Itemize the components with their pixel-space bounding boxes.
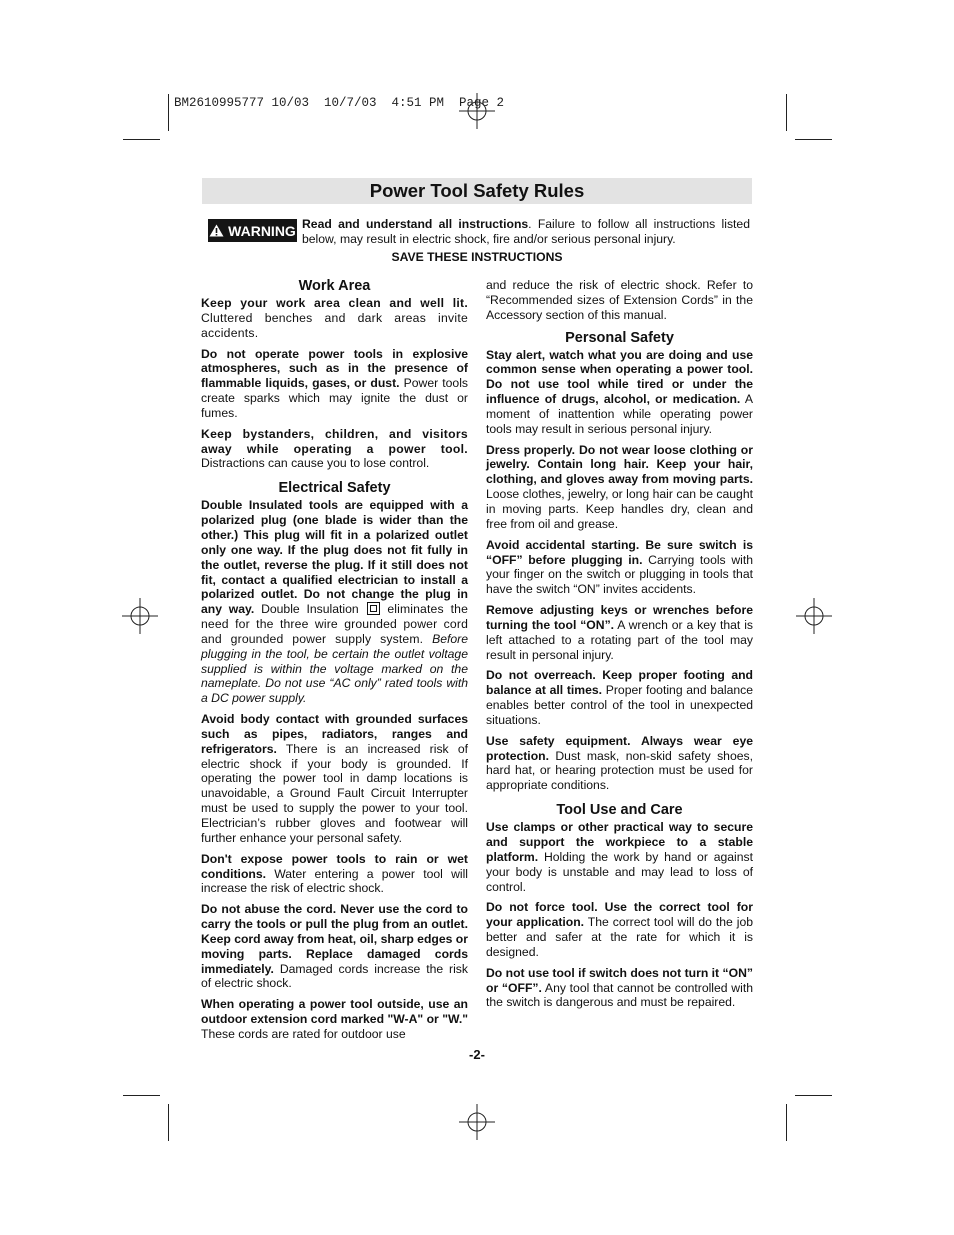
- paragraph: [486, 443, 753, 532]
- bold-lead: Do not overreach. Keep proper footing and balance at all times.: [486, 668, 753, 698]
- paragraph: [486, 668, 753, 727]
- section-heading-electrical-safety: Electrical Safety: [278, 480, 391, 497]
- bold-lead: Don't expose power tools to rain or wet conditions.: [201, 851, 468, 881]
- registration-mark-icon: [122, 598, 158, 634]
- bold-lead: Stay alert, watch what you are doing and use common sense when operating a power tool. Do not use tool while tired or under the influence of drugs, alcohol, or medication.: [486, 347, 753, 407]
- page-number: -2-: [469, 1047, 485, 1062]
- right-column: [486, 278, 753, 1016]
- registration-mark-icon: [796, 598, 832, 634]
- body-text: These cords are rated for outdoor use: [201, 1026, 406, 1041]
- body-text: Holding the work by hand or against your body is unstable and may lead to loss of control.: [486, 849, 753, 894]
- registration-mark-icon: [459, 1104, 495, 1140]
- body-text: Carrying tools with your finger on the switch or plugging in tools that have the switch “ON” invites accidents.: [486, 552, 753, 597]
- crop-mark: [786, 94, 787, 131]
- save-instructions: SAVE THESE INSTRUCTIONS: [391, 250, 563, 264]
- paragraph: [486, 966, 753, 1011]
- paragraph: [486, 734, 753, 793]
- bold-lead: Avoid accidental starting. Be sure switch is “OFF” before plugging in.: [486, 537, 753, 567]
- paragraph: [201, 852, 468, 897]
- warning-badge: [208, 219, 297, 242]
- body-text: Loose clothes, jewelry, or long hair can be caught in moving parts. Keep handles dry, clean and free from oil and grease.: [486, 487, 753, 531]
- body-text: Damaged cords increase the risk of electric shock.: [201, 961, 468, 991]
- paragraph: [201, 498, 468, 706]
- bold-lead: Do not force tool. Use the correct tool for your application.: [486, 900, 753, 930]
- bold-lead: Double Insulated tools are equipped with a polarized plug (one blade is wider than the other.) This plug will fit in a polarized outlet only one way. If the plug does not fit fully in the outlet, reverse the plug. If it still does not fit, contact a qualified electrician to install a polarized outlet. Do not change the plug in any way.: [201, 498, 468, 617]
- body-text: A moment of inattention while operating power tools may result in serious personal injury.: [486, 392, 753, 436]
- paragraph: [486, 820, 753, 894]
- body-text: eliminates the need for the three wire grounded power cord and grounded power supply system.: [201, 602, 469, 646]
- crop-mark: [168, 94, 169, 131]
- crop-mark: [795, 1095, 832, 1096]
- paragraph: [201, 296, 468, 341]
- left-column: [201, 278, 468, 1048]
- section-heading-tool-use-and-care: Tool Use and Care: [556, 802, 683, 819]
- body-text: Double Insulation: [254, 602, 366, 617]
- bold-lead: Do not use tool if switch does not turn it “ON” or “OFF”.: [486, 965, 753, 995]
- double-insulation-icon: [367, 602, 380, 615]
- bold-lead: When operating a power tool outside, use an outdoor extension cord marked "W-A" or "W.": [201, 997, 468, 1027]
- warning-rest: . Failure to follow all instructions listed below, may result in electric shock, fire and/or serious personal injury.: [302, 217, 750, 246]
- section-heading-personal-safety: Personal Safety: [565, 329, 674, 346]
- bold-lead: Use safety equipment. Always wear eye protection.: [486, 733, 753, 763]
- crop-mark: [795, 139, 832, 140]
- paragraph: [201, 997, 468, 1042]
- paragraph: [201, 902, 468, 991]
- crop-mark: [168, 1104, 169, 1141]
- crop-mark: [123, 1095, 160, 1096]
- warning-badge-label: WARNING: [228, 222, 296, 239]
- body-text: Power tools create sparks which may ignite the dust or fumes.: [201, 376, 468, 420]
- warning-triangle-icon: [209, 224, 224, 237]
- paragraph: [486, 348, 753, 437]
- paragraph: [486, 538, 753, 597]
- body-text: Dust mask, non-skid safety shoes, hard hat, or hearing protection must be used for appropriate conditions.: [486, 748, 753, 793]
- bold-lead: Use clamps or other practical way to secure and support the workpiece to a stable platform.: [486, 820, 753, 864]
- warning-text: [302, 217, 750, 246]
- registration-mark-icon: [459, 93, 495, 129]
- section-heading-work-area: Work Area: [298, 278, 371, 294]
- paragraph: [201, 712, 468, 846]
- bold-lead: Keep your work area clean and well lit.: [201, 296, 468, 310]
- page-title: [202, 178, 752, 204]
- body-text: Proper footing and balance enables better control of the tool in unexpected situations.: [486, 683, 753, 727]
- body-text: A wrench or a key that is left attached to a rotating part of the tool may result in personal injury.: [486, 617, 753, 662]
- bold-lead: Remove adjusting keys or wrenches before turning the tool “ON”.: [486, 603, 753, 632]
- italic-note: Before plugging in the tool, be certain the outlet voltage supplied is within the voltage marked on the nameplate. Do not use “AC only” rated tools with a DC power supply.: [201, 631, 468, 706]
- page-title-text: Power Tool Safety Rules: [369, 180, 585, 201]
- bold-lead: Avoid body contact with grounded surfaces such as pipes, radiators, ranges and refrigerators.: [201, 712, 468, 756]
- bold-lead: Keep bystanders, children, and visitors away while operating a power tool.: [201, 426, 468, 456]
- crop-mark: [123, 139, 160, 140]
- paragraph: [201, 427, 468, 472]
- printer-slug: BM2610995777 10/03 10/7/03 4:51 PM Page 2: [174, 96, 505, 110]
- body-text: The correct tool will do the job better and safer at the rate for which it is designed.: [486, 915, 754, 959]
- bold-lead: Dress properly. Do not wear loose clothing or jewelry. Contain long hair. Keep your hair, clothing, and gloves away from moving parts.: [486, 442, 753, 487]
- paragraph-continued: and reduce the risk of electric shock. Refer to “Recommended sizes of Extension Cords” in the Accessory section of this manual.: [486, 278, 753, 322]
- paragraph: [486, 603, 753, 662]
- body-text: Distractions can cause you to lose control.: [201, 456, 430, 471]
- body-text: Any tool that cannot be controlled with the switch is dangerous and must be repaired.: [486, 980, 753, 1010]
- body-text: Water entering a power tool will increase the risk of electric shock.: [201, 866, 468, 896]
- paragraph: [201, 347, 468, 421]
- paragraph: [486, 900, 753, 959]
- body-text: Cluttered benches and dark areas invite accidents.: [201, 310, 468, 340]
- warning-bold: Read and understand all instructions: [302, 217, 529, 231]
- crop-mark: [786, 1104, 787, 1141]
- bold-lead: Do not operate power tools in explosive atmospheres, such as in the presence of flammable liquids, gases, or dust.: [201, 346, 468, 391]
- body-text: There is an increased risk of electric shock if your body is grounded. If operating the power tool in damp locations is unavoidable, a Ground Fault Circuit Interrupter must be used to supply the power to your tool. Electrician’s rubber gloves and footwear will further enhance your personal safety.: [201, 741, 468, 845]
- bold-lead: Do not abuse the cord. Never use the cord to carry the tools or pull the plug from an outlet. Keep cord away from heat, oil, sharp edges or moving parts. Replace damaged cords immediately.: [201, 902, 468, 976]
